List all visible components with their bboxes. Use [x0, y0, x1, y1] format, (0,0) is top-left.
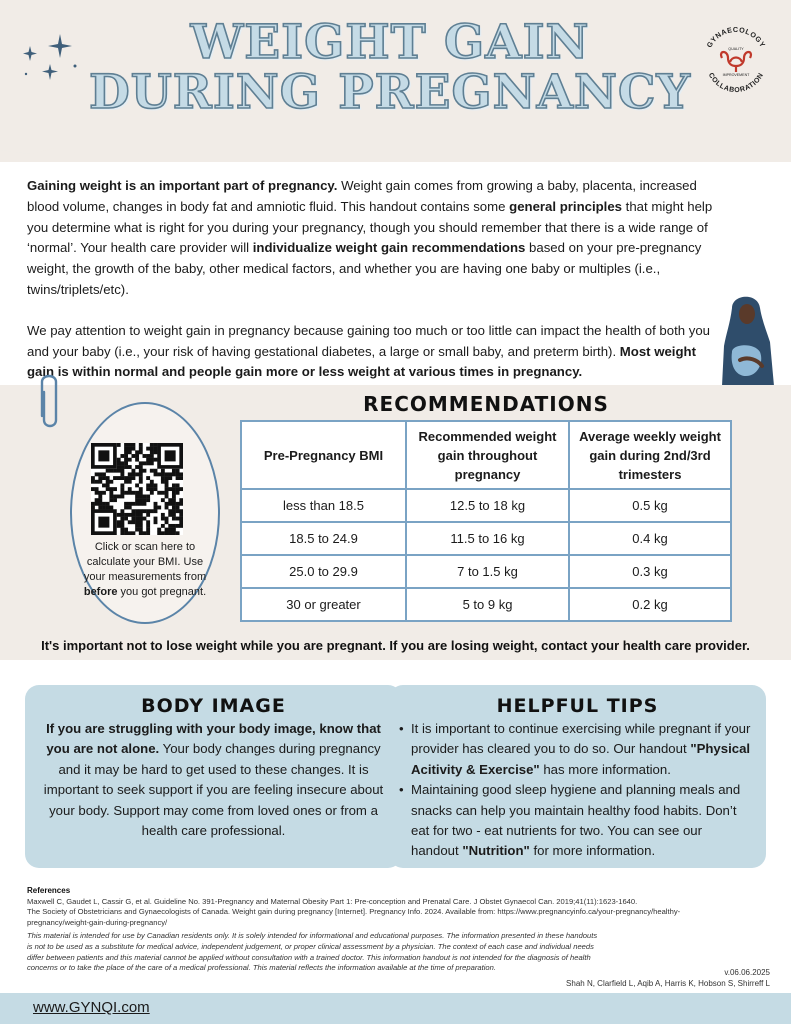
table-cell: 5 to 9 kg — [406, 588, 569, 621]
intro-paragraph-1 — [27, 176, 717, 301]
table-header-row — [241, 421, 731, 489]
table-row — [241, 588, 731, 621]
table-cell: 12.5 to 18 kg — [406, 489, 569, 522]
body-image-title: BODY IMAGE — [141, 695, 286, 717]
references-label: References — [27, 886, 71, 895]
intro-paragraph-2 — [27, 321, 717, 383]
intro-bold-p2: Most weight gain is within normal and people gain more or less weight at various times in pregnancy. — [27, 343, 696, 380]
tip-1-bold: "Physical Acitivity & Exercise" — [411, 741, 751, 777]
table-cell: 7 to 1.5 kg — [406, 555, 569, 588]
table-row — [241, 522, 731, 555]
title-line-2: DURING PREGNANCY — [89, 65, 691, 120]
reference-1: Maxwell C, Gaudet L, Cassir G, et al. Guideline No. 391-Pregnancy and Maternal Obesity Part 1: Pre-conception and Prenatal Care. J Obstet Gynaecol Can. 2019;41(11):1623-1640. — [27, 896, 638, 906]
table-cell: 0.4 kg — [569, 522, 731, 555]
tip-1-text-a: It is important to continue exercising while pregnant if your provider has cleared you to do so. Our handout — [411, 721, 751, 757]
logo-text-bottom: COLLABORATION — [706, 71, 766, 95]
pregnant-woman-illustration — [714, 290, 780, 386]
helpful-tips-card — [389, 685, 766, 868]
logo-text-quality: QUALITY — [728, 47, 744, 51]
recommendations-table — [240, 420, 732, 622]
bmi-qr-code[interactable] — [91, 443, 183, 535]
list-item — [411, 719, 752, 780]
weight-loss-warning: It's important not to lose weight while you are pregnant. If you are losing weight, contact your health care provider. — [41, 638, 750, 653]
paperclip-icon — [34, 372, 64, 434]
list-item — [411, 780, 752, 862]
intro-text-b: that might help you determine what is right for you during your pregnancy, though you should remember that there is a wide range of ‘normal’. Your health care provider will — [27, 198, 713, 256]
table-cell: 11.5 to 16 kg — [406, 522, 569, 555]
table-cell: 18.5 to 24.9 — [241, 522, 406, 555]
qr-caption-bold: before — [83, 586, 118, 598]
qr-caption-text-b: you got pregnant. — [117, 586, 207, 598]
authors: Shah N, Clarfield L, Aqib A, Harris K, Hobson S, Shirreff L — [566, 979, 770, 988]
intro-bold-individualize: individualize weight gain recommendations — [252, 240, 526, 256]
recommendations-title: RECOMMENDATIONS — [363, 392, 609, 416]
tip-2-text-a: Maintaining good sleep hygiene and planning meals and snacks can help you maintain healthy food habits. Don’t eat for two - eat nutrients for two. You can see our handout — [411, 782, 741, 859]
disclaimer: This material is intended for use by Canadian residents only. It is solely intended for informational and educational purposes. The information presented in these handouts is not to be used as a substitute for medical advice, independent judgement, or proper clinical assessment by a physician. The context of each case and individual needs differ between patients and this material cannot be applied without consultation with a trained doctor. This information handout is not intended for the diagnosis of health concerns or to take the place of the care of a medical professional. This material reflects the information available at the time of preparation. — [27, 931, 598, 973]
body-image-body: Your body changes during pregnancy and it may be hard to get used to these changes. It is important to seek support if you are feeling insecure about your body. Support may come from loved ones or from a health care professional. — [43, 741, 384, 839]
table-cell: 0.2 kg — [569, 588, 731, 621]
page-title — [80, 15, 700, 120]
intro-text-c: based on your pre-pregnancy weight, the growth of the baby, other medical factors, and whether you are having one baby or multiples (i.e., twins/triplets/etc). — [27, 240, 702, 297]
qr-caption — [78, 540, 212, 600]
website-link[interactable]: www.GYNQI.com — [33, 999, 150, 1016]
reference-2: The Society of Obstetricians and Gynaecologists of Canada. Weight gain during pregnancy [Internet]. Pregnancy Info. 2024. Available from: https://www.pregnancyinfo.ca/your-pregnancy/healthy-pregnancy/weight-gain-during-pregnancy/ — [27, 907, 681, 927]
references — [27, 886, 727, 974]
table-cell: 25.0 to 29.9 — [241, 555, 406, 588]
logo-text-improvement: IMPROVEMENT — [722, 73, 750, 77]
intro-bold-principles: general principles — [509, 198, 623, 214]
table-row — [241, 489, 731, 522]
intro-text-a: Weight gain comes from growing a baby, placenta, increased blood volume, changes in body fat and amniotic fluid. This handout contains some — [27, 178, 697, 214]
tip-1-text-b: has more information. — [539, 761, 671, 777]
header-bmi: Pre-Pregnancy BMI — [241, 421, 406, 489]
logo-text-top: GYNAECOLOGY — [704, 24, 768, 50]
table-cell: 0.5 kg — [569, 489, 731, 522]
body-image-card — [25, 685, 402, 868]
intro-text — [27, 176, 717, 403]
uterus-icon — [721, 52, 751, 72]
body-image-text — [25, 717, 402, 841]
gynqi-logo — [696, 20, 776, 100]
paper-tear-edge — [0, 140, 791, 170]
tip-2-text-b: for more information. — [529, 843, 656, 859]
table-cell: 0.3 kg — [569, 555, 731, 588]
table-row — [241, 555, 731, 588]
table-cell: 30 or greater — [241, 588, 406, 621]
intro-bold-lead: Gaining weight is an important part of pregnancy. — [27, 178, 338, 193]
version-info — [566, 967, 770, 989]
title-line-1: WEIGHT GAIN — [190, 15, 590, 70]
svg-text:GYNAECOLOGY — [704, 25, 767, 49]
header-weekly-gain: Average weekly weight gain during 2nd/3rd trimesters — [569, 421, 731, 489]
qr-caption-text-a: Click or scan here to calculate your BMI. Use your measurements from — [83, 541, 207, 583]
body-image-bold: If you are struggling with your body image, know that you are not alone. — [46, 721, 381, 757]
header-recommended-gain: Recommended weight gain throughout pregnancy — [406, 421, 569, 489]
tip-2-bold: "Nutrition" — [462, 843, 530, 859]
tips-list — [389, 717, 766, 862]
table-cell: less than 18.5 — [241, 489, 406, 522]
version-number: v.06.06.2025 — [724, 968, 770, 977]
intro-text-p2: We pay attention to weight gain in pregnancy because gaining too much or too little can impact the health of both you and your baby (i.e., your risk of having gestational diabetes, a large or small baby, and preterm birth). — [27, 322, 711, 359]
helpful-tips-title: HELPFUL TIPS — [496, 695, 659, 717]
